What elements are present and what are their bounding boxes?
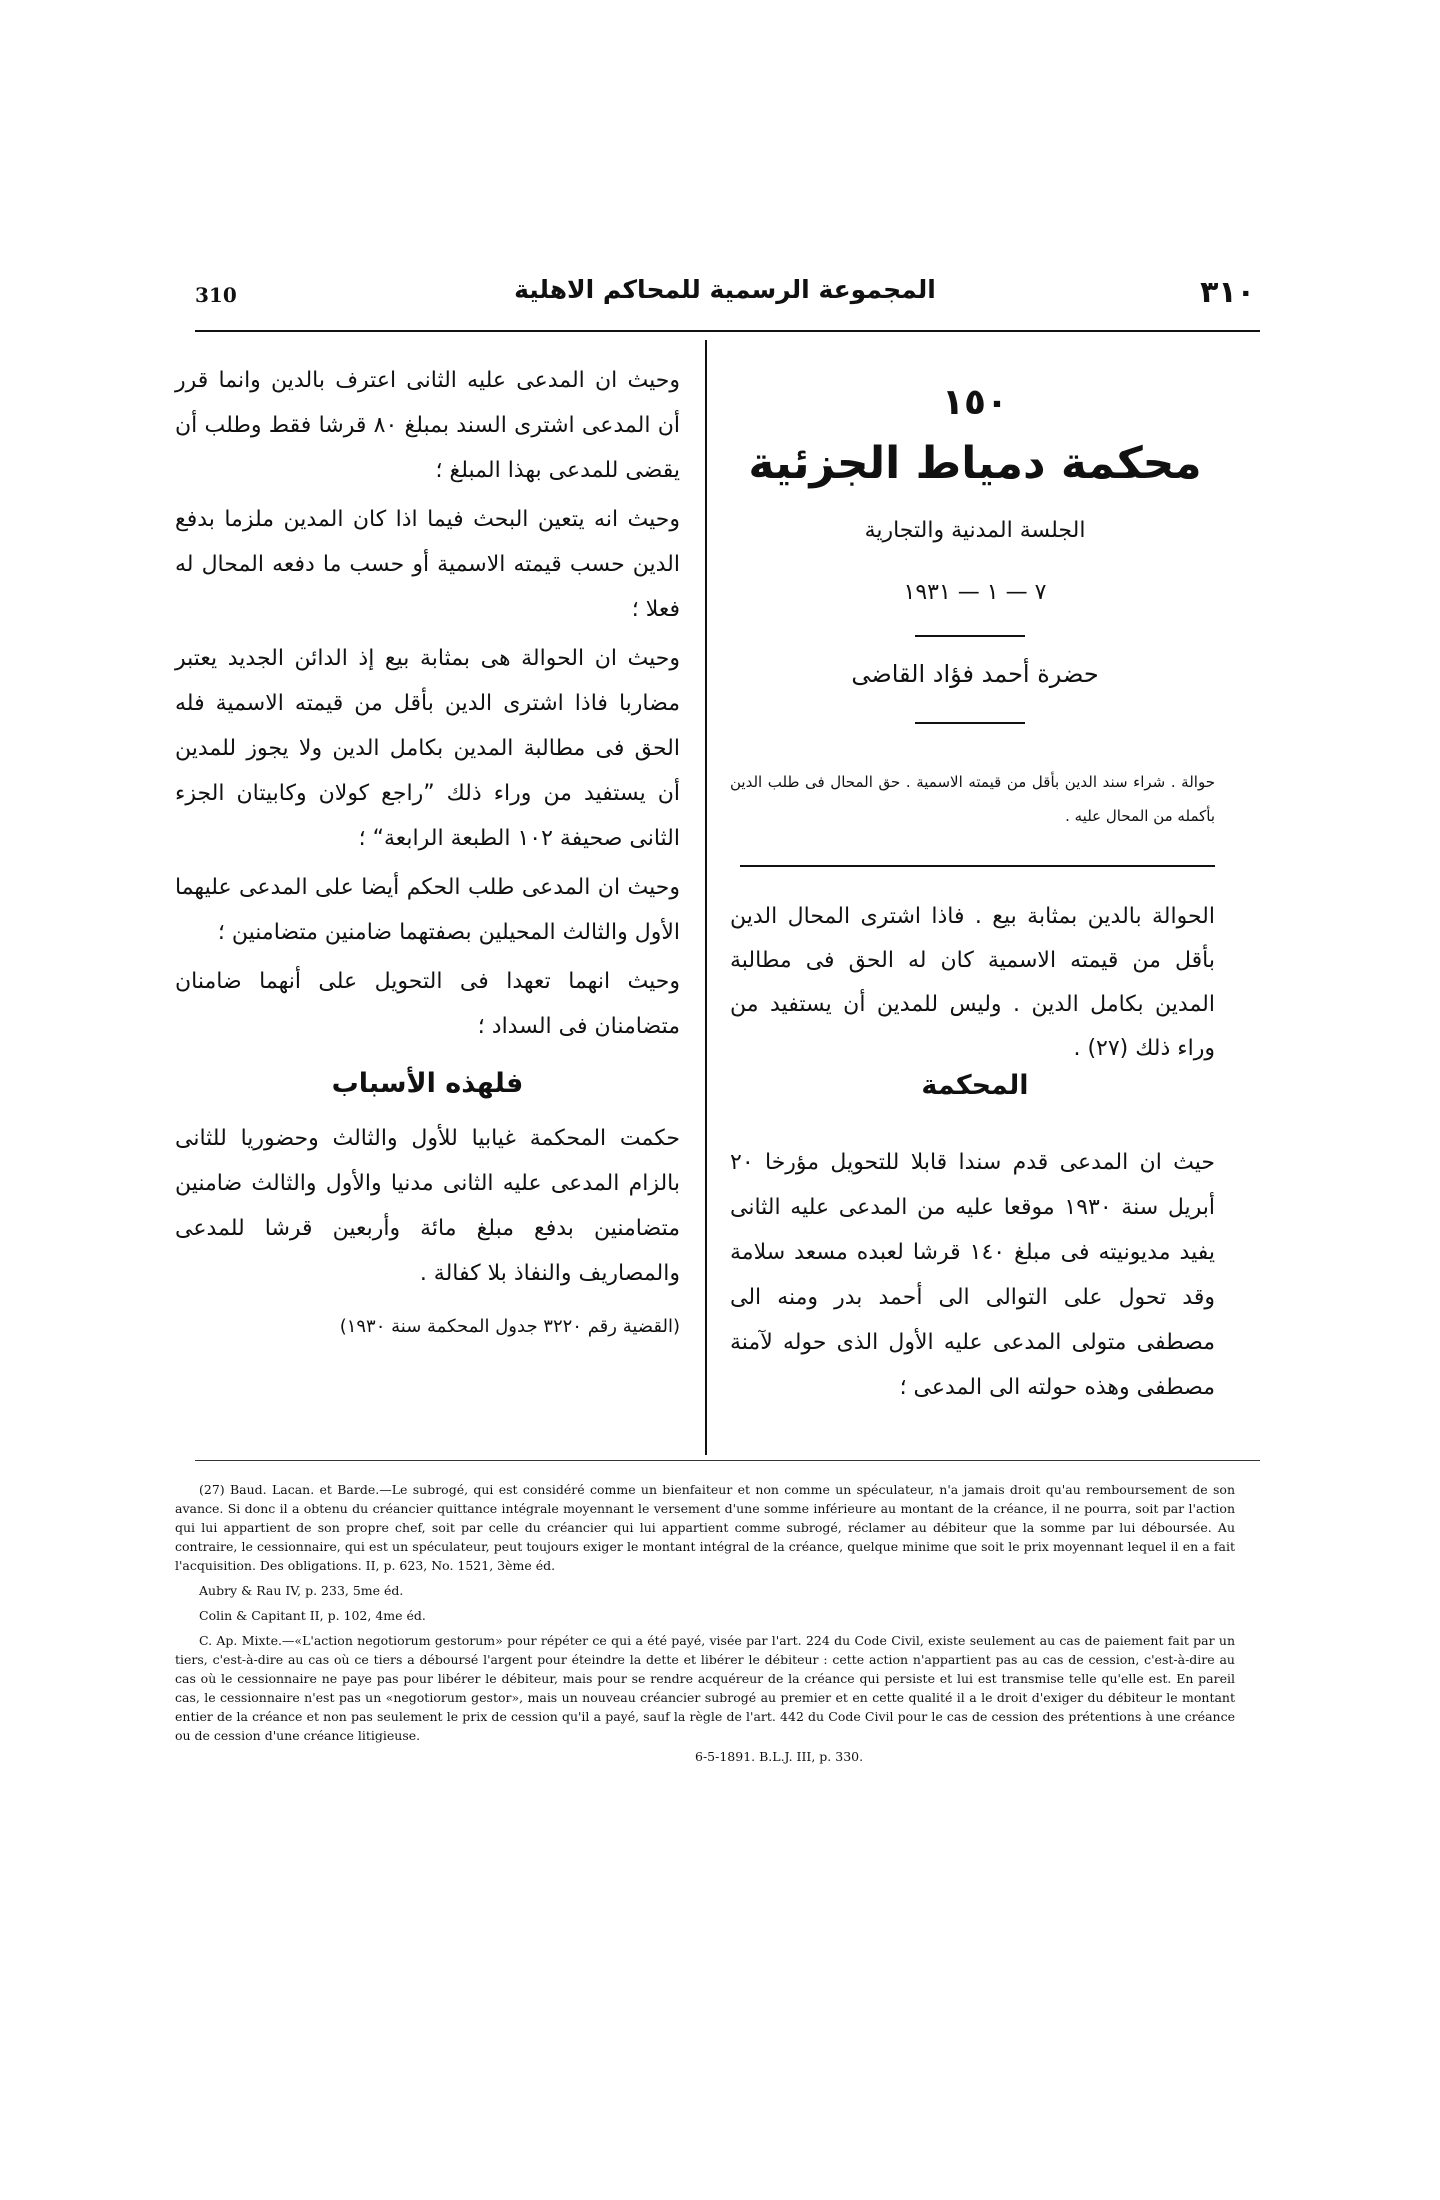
session-name: الجلسة المدنية والتجارية (864, 518, 1086, 543)
divider-rule (740, 865, 1215, 867)
column-divider (705, 340, 707, 1455)
case-syllabus: الحوالة بالدين بمثابة بيع . فاذا اشترى المحال الدين بأقل من قيمته الاسمية كان له الحق فى مطالبة المدين بكامل الدين . وليس للمدين أن يستفيد من وراء ذلك (٢٧) . (730, 904, 1215, 1061)
court-name: محكمة دمياط الجزئية (748, 438, 1202, 489)
paragraph: وحيث انه يتعين البحث فيما اذا كان المدين ملزما بدفع الدين حسب قيمته الاسمية أو حسب ما دفعه المحال له فعلا ؛ (175, 507, 680, 622)
paragraph: وحيث ان المدعى طلب الحكم أيضا على المدعى عليهما الأول والثالث المحيلين بصفتهما ضامنين متضامنين ؛ (175, 875, 680, 945)
page-number-latin: 310 (195, 283, 237, 307)
judgment-heading: المحكمة (921, 1070, 1029, 1101)
case-number: ١٥٠ (942, 382, 1008, 423)
reasons-heading: فلهذه الأسباب (331, 1068, 524, 1099)
case-summary: حوالة . شراء سند الدين بأقل من قيمته الاسمية . حق المحال فى طلب الدين بأكمله من المحال عليه . (730, 773, 1215, 825)
case-reference: (القضية رقم ٣٢٢٠ جدول المحكمة سنة ١٩٣٠) (339, 1316, 680, 1337)
page-header (195, 275, 1255, 331)
paragraph: وحيث ان المدعى عليه الثانى اعترف بالدين وانما قرر أن المدعى اشترى السند بمبلغ ٨٠ قرشا فقط وطلب أن يقضى للمدعى بهذا المبلغ ؛ (175, 368, 680, 483)
divider-rule (915, 635, 1025, 637)
footnote-27: (27) Baud. Lacan. et Barde.—Le subrogé, qui est considéré comme un bienfaiteur et non comme un spéculateur, n'a jamais droit qu'au remboursement de son avance. Si donc il a obtenu du créancier quittance intégrale moyennant le versement d'une somme inférieure au montant de la créance, il ne pourra, soit par l'action qui lui appartient de son propre chef, soit par celle du créancier qui lui appartient comme subrogé, réclamer au débiteur que la somme par lui déboursée. Au contraire, le cessionnaire, qui est un spéculateur, peut toujours exiger le montant intégral de la créance, quelque minime que soit le prix moyennant lequel il en a fait l'acquisition. Des obligations. II, p. 623, No. 1521, 3ème éd. (175, 1482, 1235, 1573)
divider-rule (915, 722, 1025, 724)
footnote-citation: Aubry & Rau IV, p. 233, 5me éd. (199, 1583, 404, 1598)
running-title: المجموعة الرسمية للمحاكم الاهلية (514, 275, 936, 304)
ruling-text: حكمت المحكمة غيابيا للأول والثالث وحضوريا للثانى بالزام المدعى عليه الثانى مدنيا والأول والثالث ضامنين متضامنين بدفع مبلغ مائة وأربعين قرشا للمدعى والمصاريف والنفاذ بلا كفالة . (175, 1126, 680, 1286)
judgment-body: حيث ان المدعى قدم سندا قابلا للتحويل مؤرخا ٢٠ أبريل سنة ١٩٣٠ موقعا عليه من المدعى عليه الثانى يفيد مديونيته فى مبلغ ١٤٠ قرشا لعبده مسعد سلامة وقد تحول على التوالى الى أحمد بدر ومنه الى مصطفى متولى المدعى عليه الأول الذى حوله لآمنة مصطفى وهذه حولته الى المدعى ؛ (730, 1150, 1215, 1400)
footnote-mixte: C. Ap. Mixte.—«L'action negotiorum gestorum» pour répéter ce qui a été payé, visée par l'art. 224 du Code Civil, existe seulement au cas de paiement fait par un tiers, c'est-à-dire au cas où ce tiers a déboursé l'argent pour éteindre la dette et libérer le débiteur : cette action n'appartient pas au cas de cession, c'est-à-dire au cas où le cessionnaire ne paye pas pour libérer le débiteur, mais pour se rendre acquéreur de la créance qui persiste et lui est transmise telle qu'elle est. En pareil cas, le cessionnaire n'est pas un «negotiorum gestor», mais un nouveau créancier subrogé au premier et en cette qualité il a le droit d'exiger du débiteur le montant entier de la créance et non pas seulement le prix de cession qu'il a payé, sauf la règle de l'art. 442 du Code Civil pour le cas de cession des prétentions à une créance ou de cession d'une créance litigieuse. (175, 1633, 1235, 1743)
left-column-body (175, 358, 680, 1349)
footnote-citation: Colin & Capitant II, p. 102, 4me éd. (199, 1608, 426, 1623)
judge-name: حضرة أحمد فؤاد القاضى (851, 660, 1099, 688)
paragraph: وحيث انهما تعهدا فى التحويل على أنهما ضامنان متضامنان فى السداد ؛ (175, 969, 680, 1039)
left-column (175, 358, 680, 1458)
footnote-rule (195, 1460, 1260, 1461)
session-date: ٧ — ١ — ١٩٣١ (903, 580, 1047, 605)
footnotes (175, 1480, 1235, 1772)
page-number-arabic: ٣١٠ (1200, 275, 1255, 310)
paragraph: وحيث ان الحوالة هى بمثابة بيع إذ الدائن الجديد يعتبر مضاربا فاذا اشترى الدين بأقل من قيمته الاسمية فله الحق فى مطالبة المدين بكامل الدين ولا يجوز للمدين أن يستفيد من وراء ذلك ”راجع كولان وكابيتان الجزء الثانى صحيفة ١٠٢ الطبعة الرابعة“ ؛ (175, 646, 680, 851)
right-column (725, 360, 1225, 1460)
footnote-mixte-reference: 6-5-1891. B.L.J. III, p. 330. (695, 1749, 864, 1764)
header-rule (195, 330, 1260, 332)
